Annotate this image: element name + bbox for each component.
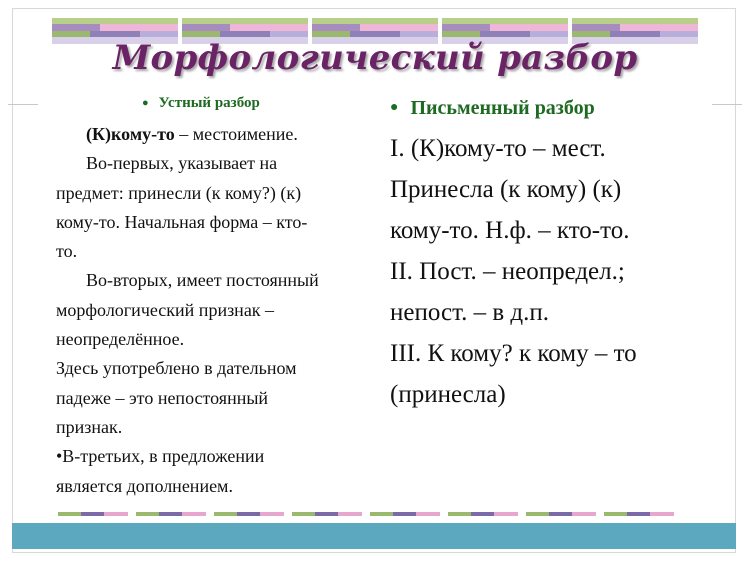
line-rest: – местоимение. [174, 124, 298, 144]
line: неопределённое. [56, 329, 185, 350]
oral-analysis-heading [142, 92, 386, 114]
bullet-icon: ● [142, 97, 149, 109]
bottom-decorative-stripes [58, 512, 674, 516]
slide-title: Морфологический разбор [112, 38, 638, 78]
line: то. [56, 241, 78, 262]
line: кому-то. Начальная форма – кто- [56, 211, 308, 232]
line: III. К кому? к кому – то [390, 340, 637, 367]
line: I. (К)кому-то – мест. [390, 135, 606, 162]
line [56, 120, 386, 149]
written-analysis-text [390, 128, 720, 415]
line: (принесла) [390, 381, 506, 408]
line: падеже – это непостоянный [56, 387, 269, 408]
line: морфологический признак – [56, 299, 275, 320]
line: •В-третьих, в предложении [56, 446, 265, 467]
line: Во-первых, указывает на [86, 153, 278, 174]
oral-analysis-text [56, 120, 386, 501]
line: Во-вторых, имеет постоянный [86, 270, 319, 291]
footer-bar [12, 523, 736, 549]
written-analysis-heading [390, 94, 720, 122]
line: Принесла (к кому) (к) [390, 176, 622, 203]
line: II. Пост. – неопредел.; [390, 258, 625, 285]
written-analysis-column [390, 94, 720, 415]
line: является дополнением. [56, 475, 233, 496]
oral-heading-text: Устный разбор [158, 94, 260, 111]
line: признак. [56, 416, 123, 437]
line: Здесь употреблено в дательном [56, 358, 297, 379]
bullet-icon: ● [390, 100, 399, 115]
oral-analysis-column [56, 92, 386, 501]
line: кому-то. Н.ф. – кто-то. [390, 217, 630, 244]
written-heading-text: Письменный разбор [410, 96, 595, 119]
word-bold: (К)кому-то [86, 124, 175, 144]
line: непост. – в д.п. [390, 299, 550, 326]
left-divider-line [8, 104, 38, 105]
line: предмет: принесли (к кому?) (к) [56, 182, 302, 203]
